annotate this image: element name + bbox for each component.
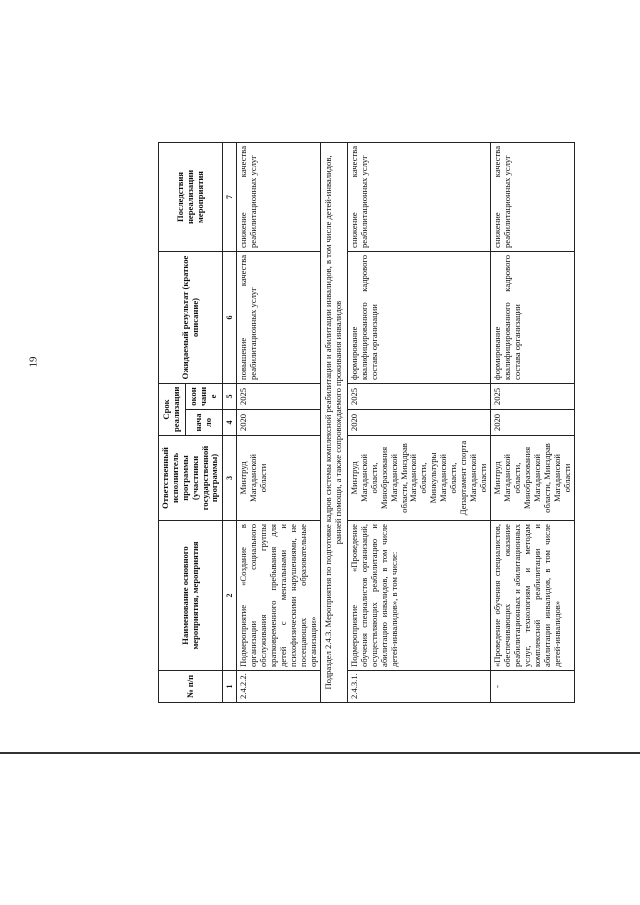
row-result: повышение качества реабилитационных услуг bbox=[237, 251, 321, 383]
column-number-row bbox=[223, 142, 237, 702]
row-start: 2020 bbox=[237, 410, 321, 436]
col-number: 2 bbox=[223, 521, 237, 671]
header-responsible: Ответственный исполнитель программы (участники государственной программы) bbox=[159, 436, 223, 521]
row-consequences: снижение качества реабилитационных услуг bbox=[237, 142, 321, 251]
row-num: - bbox=[491, 671, 575, 703]
row-consequences: снижение качества реабилитационных услуг bbox=[348, 142, 491, 251]
row-start: 2020 bbox=[348, 410, 491, 436]
table-row bbox=[237, 142, 321, 702]
col-number: 1 bbox=[223, 671, 237, 703]
row-name: Подмероприятие «Создание в организации социального обслуживания группы кратковременного пребывания для детей с ментальными и психофизическими нарушениями, не посещающих образовательные организации» bbox=[237, 521, 321, 671]
section-heading: Подраздел 2.4.3. Мероприятия по подготовке кадров системы комплексной реабилитации и абилитации инвалидов, в том числе детей-инвалидов, ранней помощи, а также сопровождаемого проживания инвалидов bbox=[321, 142, 348, 702]
header-end: окон чани е bbox=[185, 383, 222, 409]
col-number: 4 bbox=[223, 410, 237, 436]
row-num: 2.4.2.2. bbox=[237, 671, 321, 703]
row-num: 2.4.3.1. bbox=[348, 671, 491, 703]
col-number: 7 bbox=[223, 142, 237, 251]
row-result: формирование квалифицированного кадрового состава организации bbox=[491, 251, 575, 383]
table-row bbox=[491, 142, 575, 702]
header-term: Срок реализации bbox=[159, 383, 186, 435]
row-start: 2020 bbox=[491, 410, 575, 436]
row-end: 2025 bbox=[348, 383, 491, 409]
row-result: формирование квалифицированного кадрового состава организации bbox=[348, 251, 491, 383]
row-name: «Проведение обучения специалистов, обеспечивающих оказание реабилитационных и абилитационных услуг, технологиям и методам комплексной реабилитации и абилитации инвалидов, в том числе детей-инвалидов» bbox=[491, 521, 575, 671]
divider-line bbox=[0, 752, 640, 754]
header-num: № п/п bbox=[159, 671, 223, 703]
section-heading-row bbox=[321, 142, 348, 702]
row-end: 2025 bbox=[491, 383, 575, 409]
row-responsible: Минтруд Магаданской области, Минобразования Магаданской области, Минздрав Магаданской области, Минкультуры Магаданской области, Департамент спорта Магаданской области bbox=[348, 436, 491, 521]
row-consequences: снижение качества реабилитационных услуг bbox=[491, 142, 575, 251]
col-number: 6 bbox=[223, 251, 237, 383]
table-row bbox=[348, 142, 491, 702]
row-responsible: Минтруд Магаданской области bbox=[237, 436, 321, 521]
rotated-table-container bbox=[158, 143, 575, 703]
row-responsible: Минтруд Магаданской области, Минобразования Магаданской области, Минздрав Магаданской области bbox=[491, 436, 575, 521]
row-end: 2025 bbox=[237, 383, 321, 409]
program-activities-table bbox=[158, 142, 575, 703]
col-number: 5 bbox=[223, 383, 237, 409]
header-name: Наименование основного мероприятия, мероприятия bbox=[159, 521, 223, 671]
col-number: 3 bbox=[223, 436, 237, 521]
header-start: нача ло bbox=[185, 410, 222, 436]
header-consequences: Последствия нереализации мероприятия bbox=[159, 142, 223, 251]
table-header-row bbox=[159, 142, 186, 702]
row-name: Подмероприятие «Проведение обучения специалистов организаций, осуществляющих реабилитацию и абилитацию инвалидов, в том числе детей-инвалидов», в том числе: bbox=[348, 521, 491, 671]
page-number: 19 bbox=[27, 356, 40, 368]
header-result: Ожидаемый результат (краткое описание) bbox=[159, 251, 223, 383]
